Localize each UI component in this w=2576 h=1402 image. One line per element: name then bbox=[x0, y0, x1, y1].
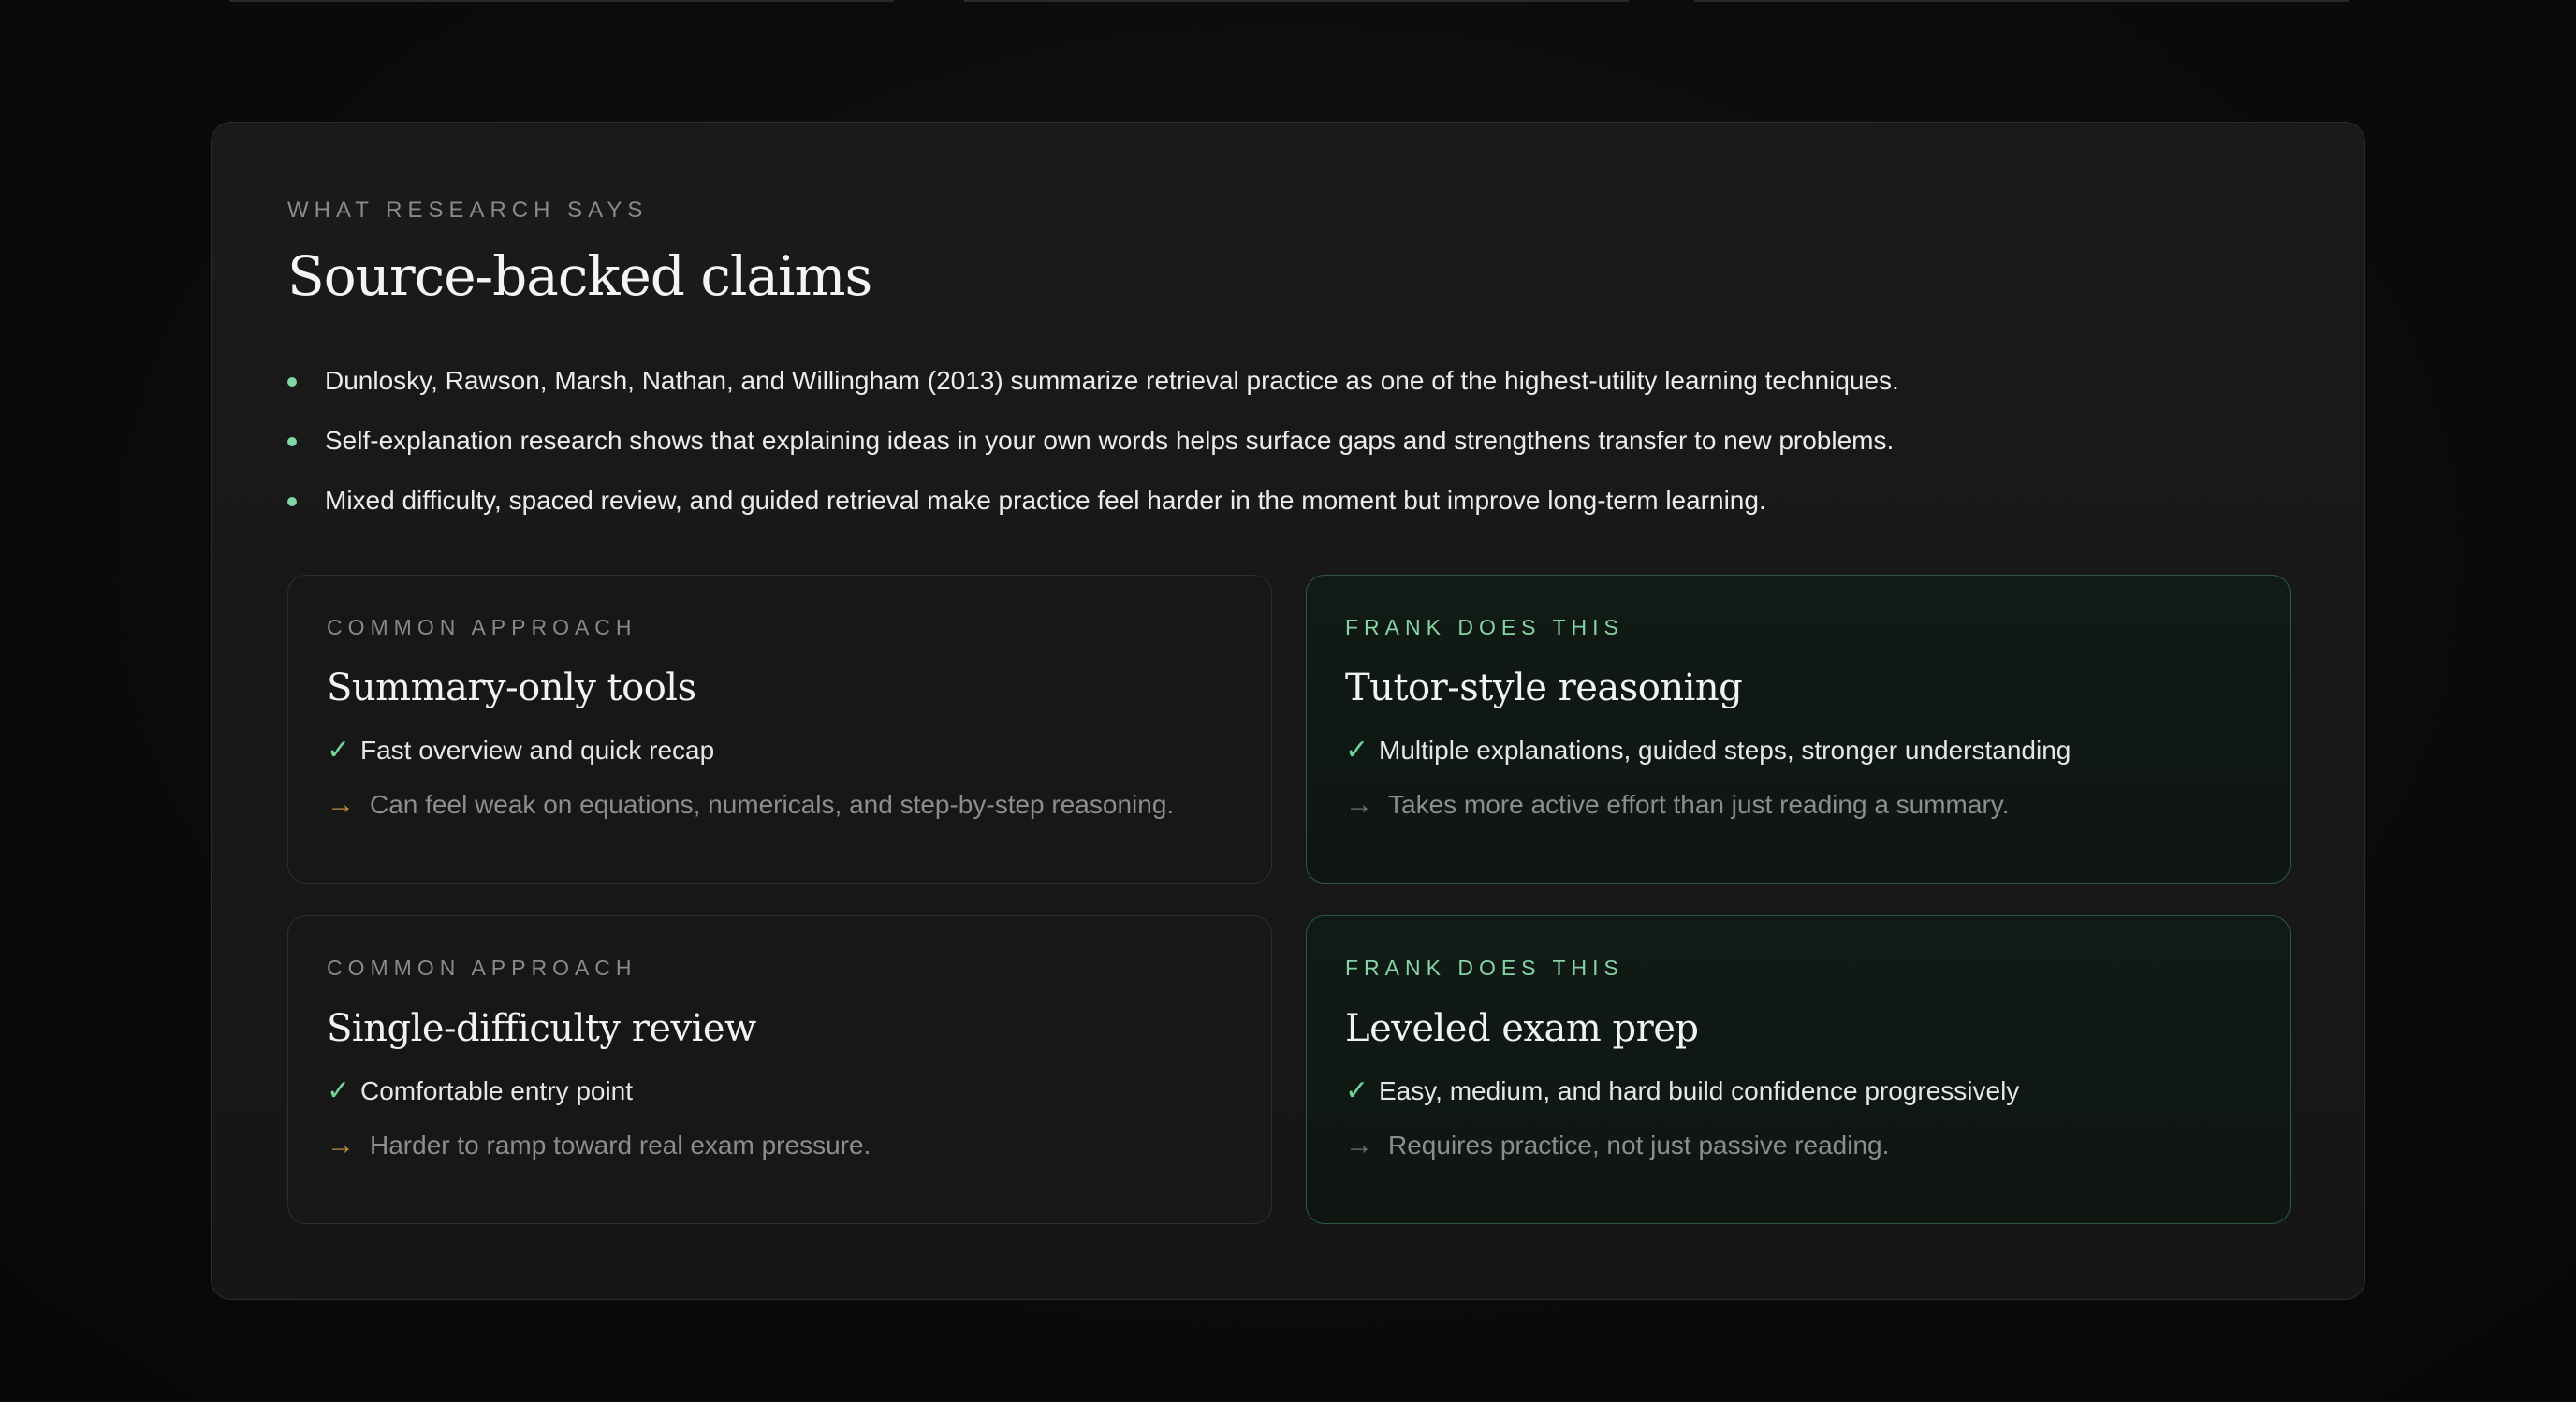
arrow-right-icon: → bbox=[1345, 1130, 1373, 1161]
section-eyebrow: WHAT RESEARCH SAYS bbox=[287, 197, 649, 223]
card-eyebrow: FRANK DOES THIS bbox=[1345, 615, 1624, 639]
pro-row bbox=[1345, 734, 2251, 767]
claim-text: Self-explanation research shows that explaining ideas in your own words helps surface gaps and strengthens transfer to new problems. bbox=[325, 426, 1895, 455]
card-title: Summary-only tools bbox=[327, 666, 696, 709]
comparison-card-common bbox=[287, 915, 1272, 1224]
con-row bbox=[327, 1130, 1233, 1161]
pro-row bbox=[327, 734, 1233, 767]
divider bbox=[964, 0, 1629, 2]
con-text: Can feel weak on equations, numericals, and step-by-step reasoning. bbox=[370, 790, 1175, 819]
arrow-right-icon: → bbox=[327, 789, 355, 820]
list-item bbox=[287, 411, 2289, 471]
pro-row bbox=[1345, 1074, 2251, 1107]
card-eyebrow: COMMON APPROACH bbox=[327, 615, 637, 639]
arrow-right-icon: → bbox=[1345, 789, 1373, 820]
check-icon: ✓ bbox=[327, 735, 351, 766]
comparison-card-common bbox=[287, 575, 1272, 884]
arrow-right-icon: → bbox=[327, 1130, 355, 1161]
con-text: Harder to ramp toward real exam pressure. bbox=[370, 1131, 871, 1160]
pro-row bbox=[327, 1074, 1233, 1107]
claim-text: Dunlosky, Rawson, Marsh, Nathan, and Willingham (2013) summarize retrieval practice as one of the highest-utility learning techniques. bbox=[325, 366, 1899, 395]
claim-text: Mixed difficulty, spaced review, and guided retrieval make practice feel harder in the moment but improve long-term learning. bbox=[325, 486, 1766, 515]
section-title: Source-backed claims bbox=[287, 244, 872, 308]
card-title: Tutor-style reasoning bbox=[1345, 666, 1743, 709]
list-item bbox=[287, 471, 2289, 531]
card-title: Single-difficulty review bbox=[327, 1007, 756, 1050]
list-item bbox=[287, 351, 2289, 411]
comparison-grid bbox=[287, 575, 2291, 1224]
comparison-card-frank bbox=[1306, 915, 2291, 1224]
pro-text: Easy, medium, and hard build confidence progressively bbox=[1379, 1076, 2020, 1105]
claims-list bbox=[287, 351, 2289, 531]
con-text: Requires practice, not just passive reading. bbox=[1388, 1131, 1890, 1160]
card-title: Leveled exam prep bbox=[1345, 1007, 1699, 1050]
pro-text: Comfortable entry point bbox=[360, 1076, 634, 1105]
bullet-dot-icon bbox=[287, 497, 297, 506]
con-row bbox=[327, 789, 1233, 821]
card-eyebrow: COMMON APPROACH bbox=[327, 956, 637, 980]
con-row bbox=[1345, 789, 2251, 821]
check-icon: ✓ bbox=[327, 1075, 351, 1106]
con-row bbox=[1345, 1130, 2251, 1161]
comparison-card-frank bbox=[1306, 575, 2291, 884]
research-panel bbox=[211, 122, 2365, 1300]
check-icon: ✓ bbox=[1345, 735, 1369, 766]
card-eyebrow: FRANK DOES THIS bbox=[1345, 956, 1624, 980]
con-text: Takes more active effort than just reading a summary. bbox=[1388, 790, 2010, 819]
check-icon: ✓ bbox=[1345, 1075, 1369, 1106]
divider bbox=[229, 0, 894, 2]
bullet-dot-icon bbox=[287, 437, 297, 446]
bullet-dot-icon bbox=[287, 377, 297, 387]
pro-text: Multiple explanations, guided steps, stronger understanding bbox=[1379, 736, 2071, 765]
pro-text: Fast overview and quick recap bbox=[360, 736, 715, 765]
divider bbox=[1694, 0, 2349, 2]
